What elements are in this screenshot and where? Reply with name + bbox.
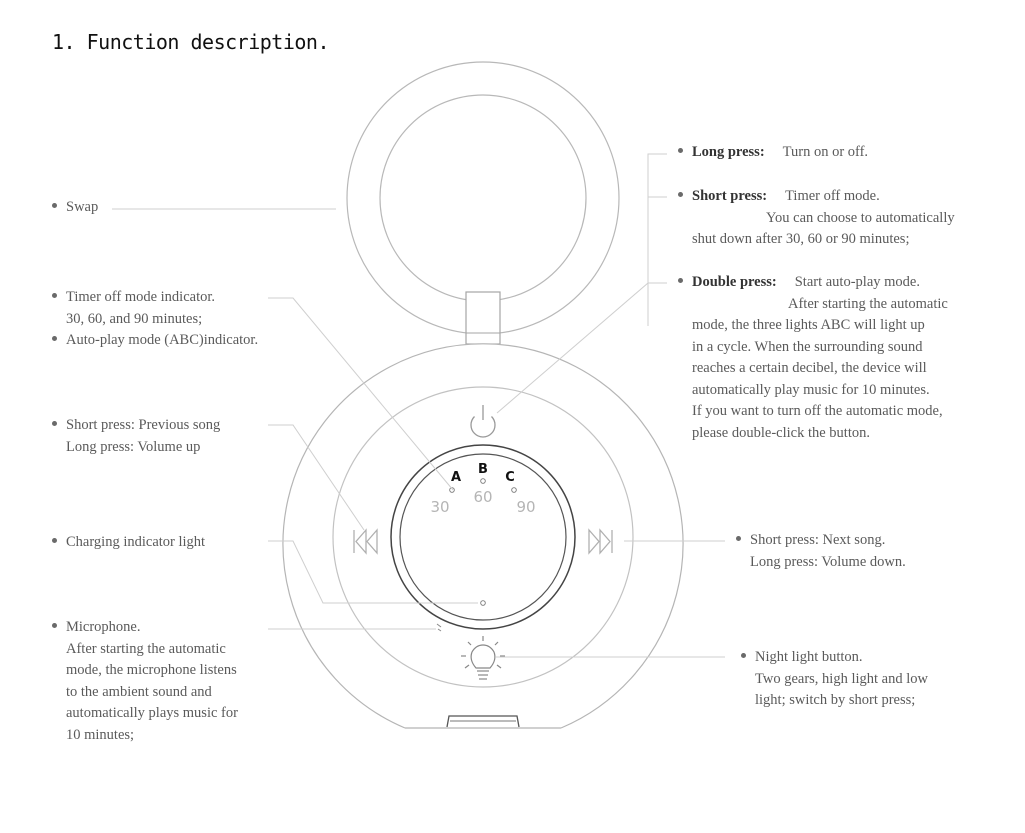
note-swap: Swap — [52, 197, 98, 219]
timer-label-30: 30 — [430, 498, 450, 516]
note-next-song: Short press: Next song. Long press: Volume down. — [736, 530, 906, 573]
timer-label-60: 60 — [473, 488, 493, 506]
note-charging-indicator: Charging indicator light — [52, 532, 205, 554]
indicator-label-a: A — [450, 470, 462, 485]
note-short-press: Short press: Timer off mode. You can choose to automatically shut down after 30, 60 or 90 minutes; — [678, 186, 955, 251]
speaker-body — [283, 344, 683, 728]
timer-label-90: 90 — [516, 498, 536, 516]
ring-connector — [466, 292, 500, 344]
note-long-press: Long press: Turn on or off. — [678, 142, 868, 164]
indicator-label-b: B — [478, 462, 488, 477]
ring-inner — [380, 95, 586, 301]
page-title: 1. Function description. — [52, 30, 329, 54]
note-microphone: Microphone. After starting the automatic mode, the microphone listens to the ambient sound and automatically plays music for 10 minutes; — [52, 617, 238, 746]
note-previous-song: Short press: Previous song Long press: Volume up — [52, 415, 220, 458]
note-timer-indicator: Timer off mode indicator. 30, 60, and 90 minutes; Auto-play mode (ABC)indicator. — [52, 287, 258, 352]
indicator-label-c: C — [505, 470, 515, 485]
note-night-light: Night light button. Two gears, high light and low light; switch by short press; — [741, 647, 928, 712]
note-double-press: Double press: Start auto-play mode. After starting the automatic mode, the three lights ABC will light up in a cycle. When the surrounding sound reaches a certain decibel, the device will automatically play music for 10 minutes. If you want to turn off the automatic mode, please double-click the button. — [678, 272, 948, 444]
